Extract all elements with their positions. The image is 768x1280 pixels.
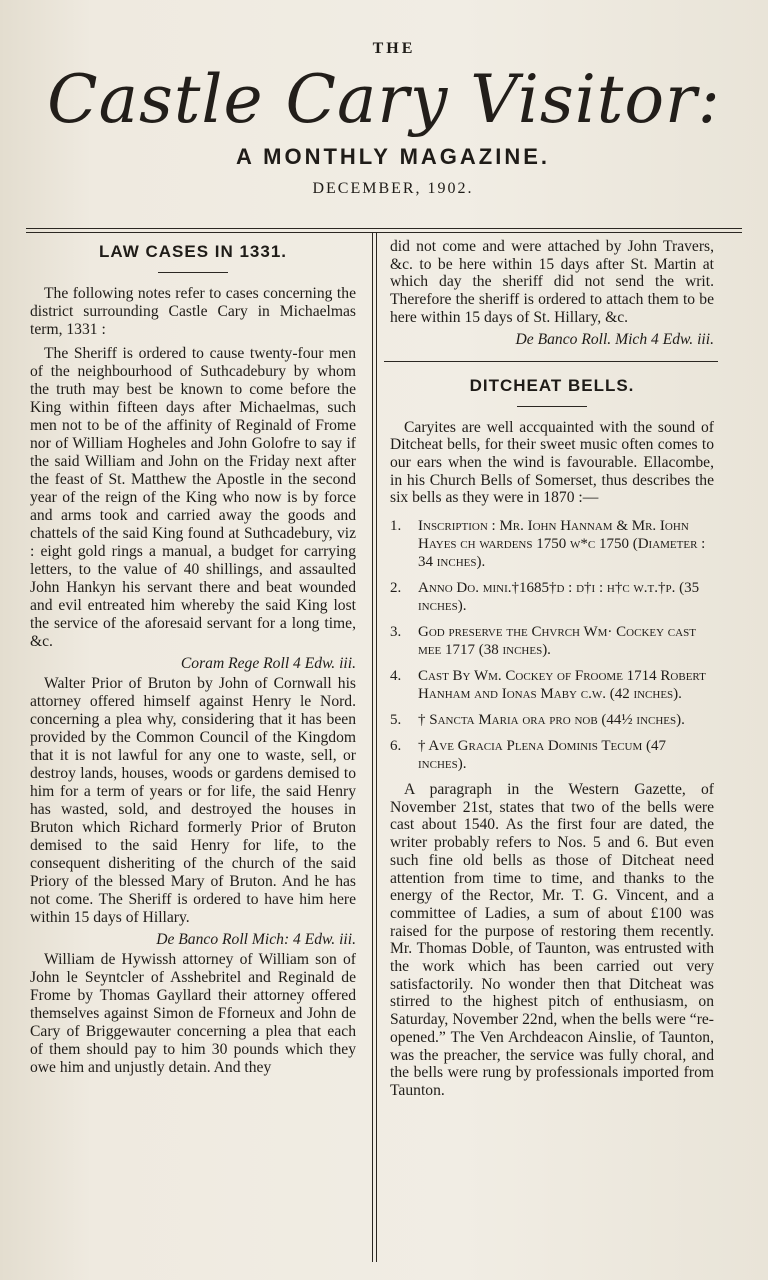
magazine-subtitle: A MONTHLY MAGAZINE. [235,144,551,169]
masthead-rule [26,228,742,229]
bell-inscription: Inscription : Mr. Iohn Hannam & Mr. Iohn Hayes ch wardens 1750 w*c 1750 (Diameter : 34 inches). [418,518,706,571]
list-number: 5. [390,712,402,729]
law-cases-heading: LAW CASES IN 1331. [98,242,288,261]
law-case-paragraph: The Sheriff is ordered to cause twenty-four men of the neighbourhood of Suthcadebury by whom the truth may best be known to come before the King within fifteen days after Michaelmas, such men not to be of the affinity of Reginald of Frome nor of William Hogheles and John Golofre to say if the said William and John on the Friday next after the feast of St. Matthew the Apostle in the second year of the reign of the King who now is by force and arms took and carried away the goods and chattels of the said King found at Suthcadebury, viz : eight gold rings a manual, a budget for carrying letters, to the value of 40 shillings, and assaulted John Hankyn his servant there and beat wounded and evil entreated him whereby the said King lost the service of the aforesaid servant for a long time, &c. [30,345,356,650]
bell-inscription: Anno Do. mini.†1685†d : d†i : h†c w.t.†p. (35 inches). [418,580,700,615]
bell-inscription: † Ave Gracia Plena Dominis Tecum (47 inches). [418,738,667,773]
bell-inscription: † Sancta Maria ora pro nob (44½ inches). [418,712,685,729]
column-divider-double [376,232,377,1262]
ditcheat-heading: DITCHEAT BELLS. [469,375,635,395]
ditcheat-intro: Caryites are well accquainted with the sound of Ditcheat bells, for their sweet music often comes to our ears when the wind is favourable. Ellacombe, in his Church Bells of Somerset, thus describes the six bells as they were in 1870 :— [390,418,714,507]
list-number: 4. [390,668,402,685]
list-item [390,623,714,659]
heading-rule [517,406,587,407]
masthead-rule-double [26,232,742,233]
ditcheat-paragraph: A paragraph in the Western Gazette, of November 21st, states that two of the bells were cast about 1540. As the first four are dated, the writer probably refers to Nos. 5 and 6. But even such fine old bells as those of Ditcheat need attention from time to time, and thanks to the energy of the Rector, Mr. T. G. Vincent, and a committee of Ladies, a sum of about £100 was raised for the purpose of restoring them recently. Mr. Thomas Doble, of Taunton, was entrusted with the work which has been carried out very satisfactorily. No wonder then that Ditcheat was stirred to the highest pitch of enthusiasm, on Saturday, November 22nd, when the bells were “re-opened.” The Ven Archdeacon Ainslie, of Taunton, was the preacher, the service was fully choral, and the bells were rung by professionals imported from Taunton. [390,781,714,1099]
list-number: 3. [390,624,402,641]
masthead-the: THE [372,40,416,57]
list-item [390,517,714,571]
list-number: 6. [390,738,402,755]
issue-date: DECEMBER, 1902. [312,180,474,197]
law-cases-intro: The following notes refer to cases concerning the district surrounding Castle Cary in Michaelmas term, 1331 : [30,285,356,338]
list-item [390,737,714,773]
citation: De Banco Roll. Mich 4 Edw. iii. [515,330,714,348]
list-number: 2. [390,580,402,597]
law-case-continued: did not come and were attached by John Travers, &c. to be here within 15 days after St. Martin at which day the sheriff did not send the writ. Therefore the sheriff is ordered to attach them to be here within 15 days of St. Hillary, &c. [390,238,714,326]
list-number: 1. [390,518,402,535]
bell-inscription: Cast By Wm. Cockey of Froome 1714 Robert Hanham and Ionas Maby c.w. (42 inches). [418,668,706,703]
left-column [30,238,356,1077]
citation: De Banco Roll Mich: 4 Edw. iii. [156,931,356,948]
bell-inscription: God preserve the Chvrch Wm· Cockey cast mee 1717 (38 inches). [418,624,696,659]
heading-rule [158,272,228,273]
list-item [390,667,714,703]
masthead [0,40,768,198]
list-item [390,579,714,615]
magazine-title: Castle Cary Visitor: [47,61,721,138]
column-divider [372,232,373,1262]
right-column [390,238,714,1100]
list-item [390,711,714,729]
bell-list [390,517,714,773]
section-rule [384,361,718,362]
law-case-paragraph: William de Hywissh attorney of William son of John le Seyntcler of Asshebritel and Reginald de Frome by Thomas Gayllard their attorney offered themselves against Simon de Fforneux and John de Cary of Briggewauter concerning a plea that each of them should pay to him 30 pounds which they owe him and unjustly detain. And they [30,951,356,1076]
citation: Coram Rege Roll 4 Edw. iii. [180,655,356,672]
law-case-paragraph: Walter Prior of Bruton by John of Cornwall his attorney offered himself against Henry le Nord. concerning a plea why, considering that it has been provided by the Common Council of the Kingdom that it is not lawful for any one to waste, sell, or destroy lands, houses, woods or gardens demised to him for a term of years or for life, the said Henry has wasted, sold, and destroyed the houses in Bruton which Richard formerly Prior of Bruton demised to the said Henry for life, to the consequent disheriting of the church of the said Priory of the blessed Mary of Bruton. And he has not come. The Sheriff is ordered to have him here within 15 days of Hillary. [30,675,356,926]
